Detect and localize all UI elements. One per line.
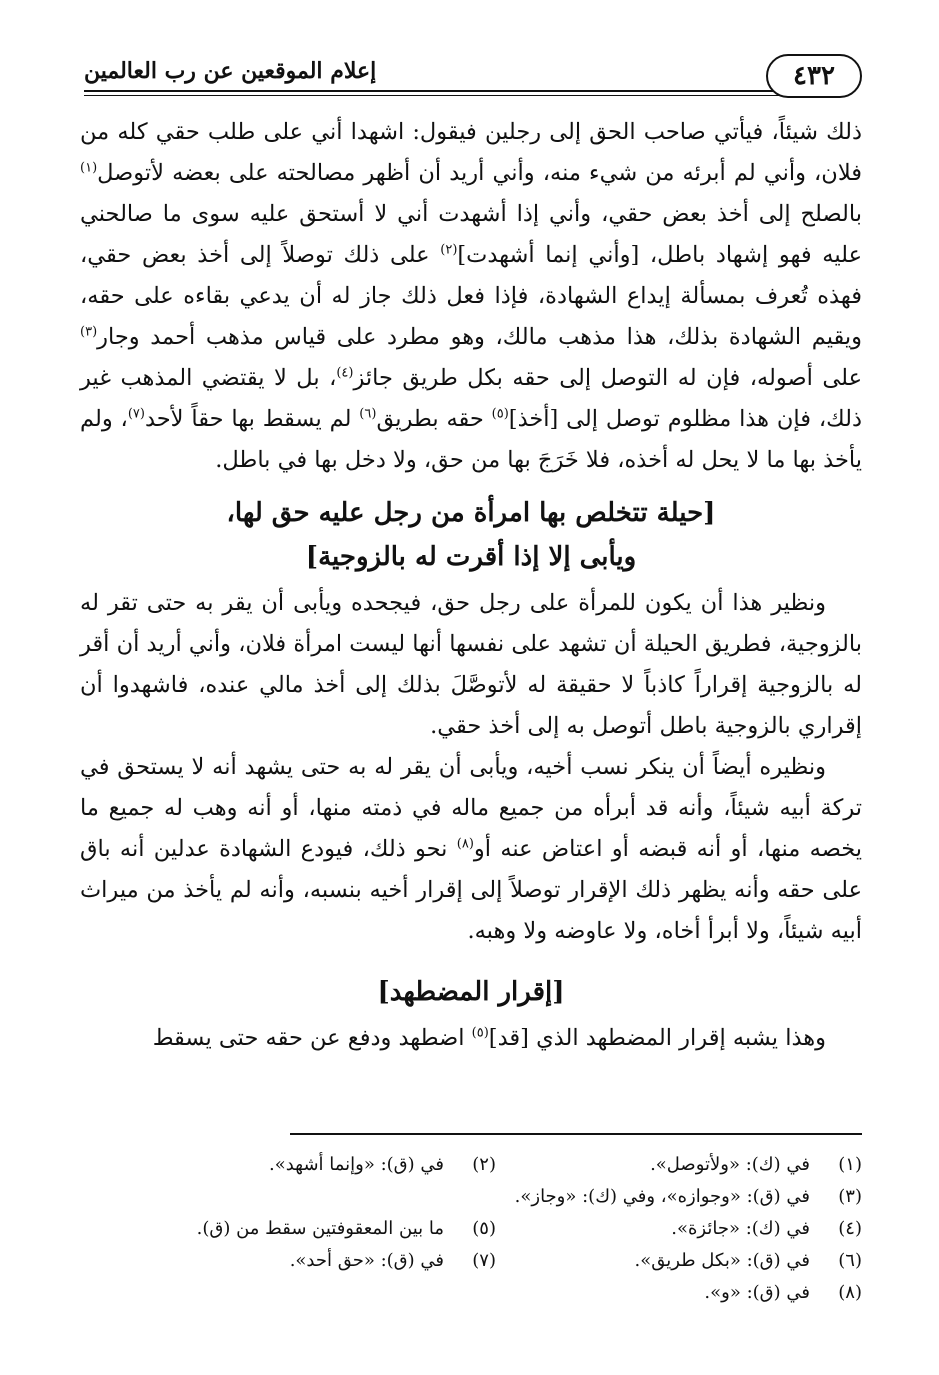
footnote-3 bbox=[130, 1186, 862, 1207]
footnote-row bbox=[130, 1180, 862, 1212]
footnote-marker: (٥) bbox=[471, 1025, 489, 1041]
footnote-number: (٧) bbox=[472, 1249, 496, 1271]
text-run: حقه بطريق bbox=[376, 406, 492, 432]
header-rule-thin bbox=[84, 95, 784, 96]
footnote-2 bbox=[130, 1154, 496, 1175]
text-run: لم يسقط بها حقاً لأحد bbox=[144, 406, 360, 432]
paragraph-1 bbox=[80, 112, 862, 481]
footnote-separator bbox=[290, 1133, 862, 1135]
footnote-1 bbox=[496, 1154, 862, 1175]
footnote-number: (٦) bbox=[838, 1249, 862, 1271]
footnote-number: (٤) bbox=[838, 1217, 862, 1239]
section-heading-1-line1: [حيلة تتخلص بها امرأة من رجل عليه حق لها، bbox=[226, 498, 716, 528]
footnote-text: في (ق): «حق أحد». bbox=[289, 1249, 444, 1271]
text-run: على ذلك توصلاً إلى أخذ بعض حقي، فهذه تُعرف بمسألة إيداع الشهادة، فإذا فعل ذلك جاز له أن يدعي بقاءه على حقه، ويقيم الشهادة بذلك، هذا مذهب مالك، وهو مطرد على قياس مذهب أحمد وجار bbox=[80, 242, 862, 350]
text-run: ذلك شيئاً، فيأتي صاحب الحق إلى رجلين فيقول: اشهدا أني على طلب حقي كله من فلان، وأني لم أبرئه من شيء منه، وأني أريد أن أظهر مصالحته على بعضه لأتوصل bbox=[80, 119, 862, 186]
footnote-number: (٢) bbox=[472, 1153, 496, 1175]
text-run: بالصلح إلى أخذ بعض حقي، وأني إذا أشهدت أني لا أستحق عليه سوى ما صالحني عليه فهو إشهاد باطل، [وأني إنما أشهدت] bbox=[80, 201, 862, 268]
footnote-4 bbox=[496, 1218, 862, 1239]
text-run: على أصوله، فإن له التوصل إلى حقه بكل طريق جائز bbox=[353, 365, 862, 391]
footnote-text: في (ق): «وجوازه»، وفي (ك): «وجاز». bbox=[514, 1185, 810, 1207]
page-header bbox=[84, 52, 862, 100]
footnote-7 bbox=[130, 1250, 496, 1271]
section-heading-2: [إقرار المضطهد] bbox=[377, 977, 565, 1007]
header-rule-thick bbox=[84, 90, 784, 92]
paragraph-3 bbox=[80, 747, 862, 952]
text-run: نحو ذلك، فيودع الشهادة عدلين أنه باق على حقه وأنه يظهر ذلك الإقرار توصلاً إلى إقرار أخيه بنسبه، وأنه لم يأخذ من ميراث أبيه شيئاً، ولا أبرأ أخاه، ولا عاوضه ولا وهبه. bbox=[80, 836, 862, 944]
footnote-marker: (٥) bbox=[491, 406, 509, 422]
footnotes bbox=[130, 1148, 862, 1308]
footnote-marker: (٧) bbox=[127, 406, 145, 422]
footnote-marker: (٣) bbox=[80, 324, 98, 340]
text-run: ، ولم يأخذ بها ما لا يحل له أخذه، فلا خَرَجَ بها من حق، ولا دخل بها في باطل. bbox=[80, 406, 862, 473]
footnote-text: في (ق): «وإنما أشهد». bbox=[268, 1153, 444, 1175]
footnote-6 bbox=[496, 1250, 862, 1271]
footnote-marker: (٨) bbox=[456, 836, 474, 852]
footnote-row bbox=[130, 1148, 862, 1180]
paragraph-2: ونظير هذا أن يكون للمرأة على رجل حق، فيجحده ويأبى أن يقر به حتى تقر له بالزوجية، فطريق الحيلة أن تشهد على نفسها أنها ليست امرأة فلان، وأني أريد أن أقر له بالزوجية إقراراً كاذباً لا حقيقة له لأتوصَّلَ بذلك إلى أخذ مالي عنده، فاشهدوا أن إقراري بالزوجية باطل أتوصل به إلى أخذ حقي. bbox=[80, 590, 862, 739]
section-heading-1-line2: ويأبى إلا إذا أقرت له بالزوجية] bbox=[305, 542, 637, 572]
footnote-text: في (ق): «بكل طريق». bbox=[634, 1249, 810, 1271]
footnote-marker: (٤) bbox=[336, 365, 354, 381]
footnote-marker: (١) bbox=[80, 160, 98, 176]
footnote-number: (١) bbox=[838, 1153, 862, 1175]
footnote-number: (٥) bbox=[472, 1217, 496, 1239]
footnote-row bbox=[130, 1212, 862, 1244]
footnote-row bbox=[130, 1244, 862, 1276]
text-run: ، بل لا يقتضي المذهب غير ذلك، فإن هذا مظلوم توصل إلى [أخذ] bbox=[80, 365, 862, 432]
page-number: ٤٣٢ bbox=[766, 54, 862, 98]
book-title: إعلام الموقعين عن رب العالمين bbox=[84, 58, 377, 84]
footnote-8 bbox=[130, 1282, 862, 1303]
footnote-number: (٨) bbox=[838, 1281, 862, 1303]
text-run: اضطهد ودفع عن حقه حتى يسقط bbox=[152, 1025, 472, 1051]
footnote-number: (٣) bbox=[838, 1185, 862, 1207]
footnote-text: في (ق): «و». bbox=[704, 1281, 810, 1303]
text-run: ونظيره أيضاً أن ينكر نسب أخيه، ويأبى أن يقر له به حتى يشهد أنه لا يستحق في تركة أبيه شيئاً، وأنه قد أبرأه من جميع ماله في ذمته منها، أو أنه وهب له جميع ما يخصه منها، أو أنه قبضه أو اعتاض عنه أو bbox=[80, 754, 862, 862]
footnote-text: في (ك): «جائزة». bbox=[671, 1217, 810, 1239]
main-text bbox=[80, 112, 862, 1059]
footnote-text: في (ك): «ولأتوصل». bbox=[650, 1153, 810, 1175]
footnote-5 bbox=[130, 1218, 496, 1239]
footnote-marker: (٢) bbox=[440, 242, 458, 258]
section-heading-1 bbox=[80, 491, 862, 579]
footnote-marker: (٦) bbox=[359, 406, 377, 422]
footnote-text: ما بين المعقوفتين سقط من (ق). bbox=[196, 1217, 444, 1239]
paragraph-4 bbox=[80, 1018, 862, 1059]
text-run: وهذا يشبه إقرار المضطهد الذي [قد] bbox=[488, 1025, 826, 1051]
footnote-row bbox=[130, 1276, 862, 1308]
